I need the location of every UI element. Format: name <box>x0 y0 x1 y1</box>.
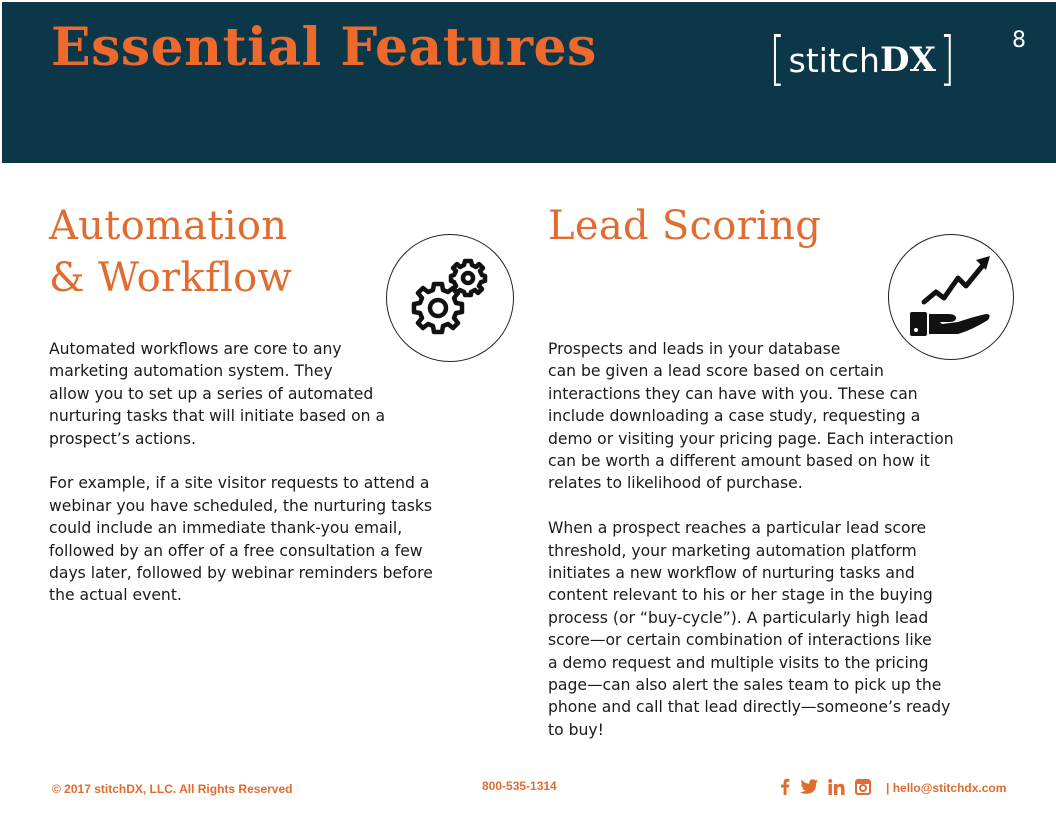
text-line: allow you to set up a series of automated <box>49 384 374 403</box>
paragraph <box>49 472 489 606</box>
text-line: initiates a new workflow of nurturing tasks and <box>548 564 915 583</box>
text-line: can be worth a different amount based on how it <box>548 452 930 471</box>
facebook-icon[interactable] <box>780 778 790 795</box>
text-line: When a prospect reaches a particular lead score <box>548 519 927 538</box>
copyright-text: © 2017 stitchDX, LLC. All Rights Reserved <box>52 782 293 796</box>
text-line: days later, followed by webinar reminders before <box>49 564 433 583</box>
text-line: Prospects and leads in your database <box>548 340 841 358</box>
section-heading-lead-scoring <box>548 200 821 252</box>
text-line: include downloading a case study, requesting a <box>548 407 921 426</box>
text-line: a demo request and multiple visits to the pricing <box>548 653 929 672</box>
heading-line: Automation <box>49 203 288 249</box>
paragraph <box>49 338 489 450</box>
header-banner <box>2 2 1056 163</box>
text-line: could include an immediate thank-you email, <box>49 519 403 538</box>
linkedin-icon[interactable] <box>828 779 845 795</box>
text-line: to buy! <box>548 720 604 739</box>
text-line: score—or certain combination of interactions like <box>548 631 932 650</box>
text-line: demo or visiting your pricing page. Each interaction <box>548 429 954 448</box>
section-heading-automation <box>49 200 292 304</box>
text-line: process (or “buy-cycle”). A particularly high lead <box>548 608 929 627</box>
heading-line: & Workflow <box>49 255 293 301</box>
footer <box>0 776 1056 800</box>
growth-hand-icon <box>906 252 996 342</box>
page-title: Essential Features <box>51 17 597 78</box>
phone-number[interactable]: 800-535-1314 <box>482 779 557 793</box>
email-link[interactable]: | hello@stitchdx.com <box>886 781 1007 795</box>
stitchdx-logo <box>766 24 958 92</box>
logo-bracket-right: ] <box>939 24 956 92</box>
text-line: relates to likelihood of purchase. <box>548 474 803 493</box>
gears-icon <box>408 256 492 340</box>
text-line: the actual event. <box>49 586 182 605</box>
text-line: phone and call that lead directly—someone’s ready <box>548 698 951 717</box>
heading-line: Lead Scoring <box>548 203 822 249</box>
social-links <box>780 778 871 795</box>
text-line: Automated workflows are core to any <box>49 340 342 358</box>
twitter-icon[interactable] <box>800 779 818 794</box>
page-number: 8 <box>1012 28 1026 53</box>
instagram-icon[interactable] <box>855 779 871 795</box>
automation-body <box>49 338 489 607</box>
paragraph <box>548 338 1018 495</box>
text-line: webinar you have scheduled, the nurturing tasks <box>49 496 433 515</box>
text-line: threshold, your marketing automation platform <box>548 541 917 560</box>
text-line: For example, if a site visitor requests to attend a <box>49 474 430 493</box>
text-line: marketing automation system. They <box>49 362 333 381</box>
text-line: followed by an offer of a free consultation a few <box>49 541 423 560</box>
text-line: interactions they can have with you. These can <box>548 384 918 403</box>
logo-bracket-left: [ <box>769 24 786 92</box>
text-line: content relevant to his or her stage in the buying <box>548 586 933 605</box>
paragraph <box>548 517 1018 741</box>
logo-word: stitch <box>788 40 880 80</box>
text-line: page—can also alert the sales team to pick up the <box>548 676 942 695</box>
lead-scoring-body <box>548 338 1018 741</box>
text-line: can be given a lead score based on certain <box>548 362 884 381</box>
text-line: prospect’s actions. <box>49 429 196 448</box>
logo-word-bold: DX <box>879 40 936 80</box>
text-line: nurturing tasks that will initiate based on a <box>49 407 386 426</box>
